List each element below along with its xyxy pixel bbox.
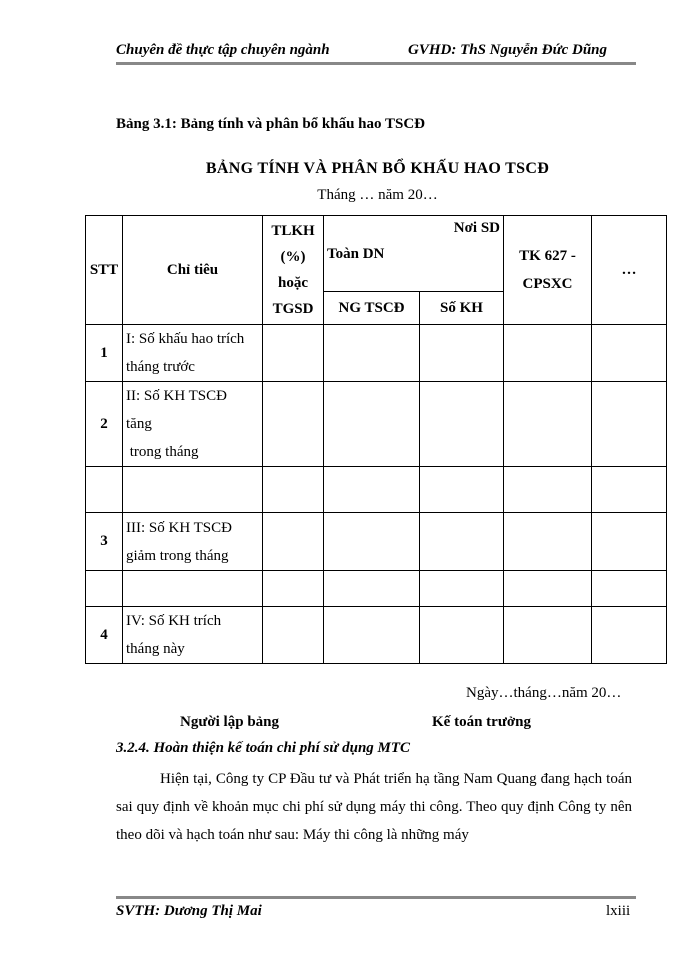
empty-cell	[324, 607, 420, 664]
table-row	[86, 325, 667, 382]
empty-cell	[504, 513, 592, 571]
indicator-line: II: Số KH TSCĐ	[126, 388, 227, 404]
empty-cell	[324, 571, 420, 607]
empty-cell	[504, 325, 592, 382]
empty-cell	[592, 325, 667, 382]
date-line: Ngày…tháng…năm 20…	[466, 685, 622, 701]
section-heading: 3.2.4. Hoàn thiện kế toán chi phí sử dụng MTC	[116, 740, 411, 756]
header-more: …	[592, 216, 667, 325]
row-indicator	[123, 607, 263, 664]
tk627-line: CPSXC	[522, 276, 573, 292]
signature-left: Người lập bảng	[180, 714, 280, 730]
empty-cell	[420, 382, 504, 467]
table-caption: Bảng 3.1: Bảng tính và phân bổ khấu hao TSCĐ	[116, 116, 426, 132]
empty-cell	[263, 607, 324, 664]
empty-cell	[592, 513, 667, 571]
header-tlkh	[263, 216, 324, 325]
empty-cell	[504, 607, 592, 664]
empty-cell	[324, 467, 420, 513]
empty-cell	[263, 325, 324, 382]
empty-cell	[263, 513, 324, 571]
empty-cell	[263, 382, 324, 467]
row-stt: 1	[86, 325, 123, 382]
empty-cell	[504, 382, 592, 467]
empty-cell	[420, 607, 504, 664]
indicator-line: giảm trong tháng	[126, 547, 229, 564]
header-ng-tscd: NG TSCĐ	[324, 292, 420, 325]
empty-cell	[324, 382, 420, 467]
empty-cell	[420, 513, 504, 571]
row-stt	[86, 467, 123, 513]
tlkh-line: TLKH	[271, 223, 315, 239]
empty-cell	[592, 571, 667, 607]
empty-cell	[592, 467, 667, 513]
row-stt: 2	[86, 382, 123, 467]
row-indicator	[123, 513, 263, 571]
empty-cell	[592, 382, 667, 467]
header-right: GVHD: ThS Nguyễn Đức Dũng	[408, 42, 608, 58]
paragraph-text: Hiện tại, Công ty CP Đầu tư và Phát triển hạ tầng Nam Quang đang hạch toán sai quy định về khoản mục chi phí sử dụng máy thi công. Theo quy định Công ty nên theo dõi và hạch toán như sau: Máy thi công là những máy	[116, 771, 632, 843]
empty-cell	[123, 571, 263, 607]
empty-cell	[324, 325, 420, 382]
header-tk627	[504, 216, 592, 325]
footer-left: SVTH: Dương Thị Mai	[116, 903, 262, 919]
indicator-line: tăng	[126, 416, 152, 432]
page-number: lxiii	[606, 903, 631, 919]
table-row	[86, 382, 667, 467]
empty-cell	[504, 571, 592, 607]
body-paragraph	[116, 765, 632, 849]
header-so-kh: Số KH	[420, 292, 504, 325]
depreciation-table	[85, 215, 667, 664]
table-row	[86, 607, 667, 664]
header-stt: STT	[86, 216, 123, 325]
indicator-line: I: Số khấu hao trích	[126, 331, 245, 347]
row-indicator	[123, 382, 263, 467]
header-chi-tieu: Chỉ tiêu	[123, 216, 263, 325]
row-indicator	[123, 325, 263, 382]
table-row	[86, 513, 667, 571]
signature-right: Kế toán trưởng	[432, 714, 531, 730]
row-stt	[86, 571, 123, 607]
tlkh-line: (%)	[280, 249, 306, 265]
noi-sd-label: Nơi SD	[453, 220, 500, 236]
empty-cell	[504, 467, 592, 513]
header-left: Chuyên đề thực tập chuyên ngành	[116, 42, 330, 58]
table-row	[86, 467, 667, 513]
table-subtitle: Tháng … năm 20…	[317, 187, 438, 203]
tk627-line: TK 627 -	[519, 248, 576, 264]
indicator-line: tháng trước	[126, 359, 195, 375]
indicator-line: trong tháng	[126, 444, 199, 460]
indicator-line: IV: Số KH trích	[126, 613, 222, 629]
header-noi-sd	[324, 216, 504, 292]
empty-cell	[420, 467, 504, 513]
empty-cell	[420, 325, 504, 382]
toan-dn-label: Toàn DN	[327, 246, 385, 262]
table-title: BẢNG TÍNH VÀ PHÂN BỔ KHẤU HAO TSCĐ	[205, 160, 550, 177]
empty-cell	[592, 607, 667, 664]
empty-cell	[263, 467, 324, 513]
indicator-line: III: Số KH TSCĐ	[126, 519, 232, 536]
tlkh-line: hoặc	[278, 275, 308, 291]
empty-cell	[420, 571, 504, 607]
indicator-line: tháng này	[126, 641, 185, 657]
empty-cell	[263, 571, 324, 607]
row-stt: 3	[86, 513, 123, 571]
header-rule	[116, 62, 636, 65]
empty-cell	[324, 513, 420, 571]
tlkh-line: TGSD	[272, 301, 314, 317]
empty-cell	[123, 467, 263, 513]
row-stt: 4	[86, 607, 123, 664]
table-row	[86, 571, 667, 607]
footer-rule	[116, 896, 636, 899]
